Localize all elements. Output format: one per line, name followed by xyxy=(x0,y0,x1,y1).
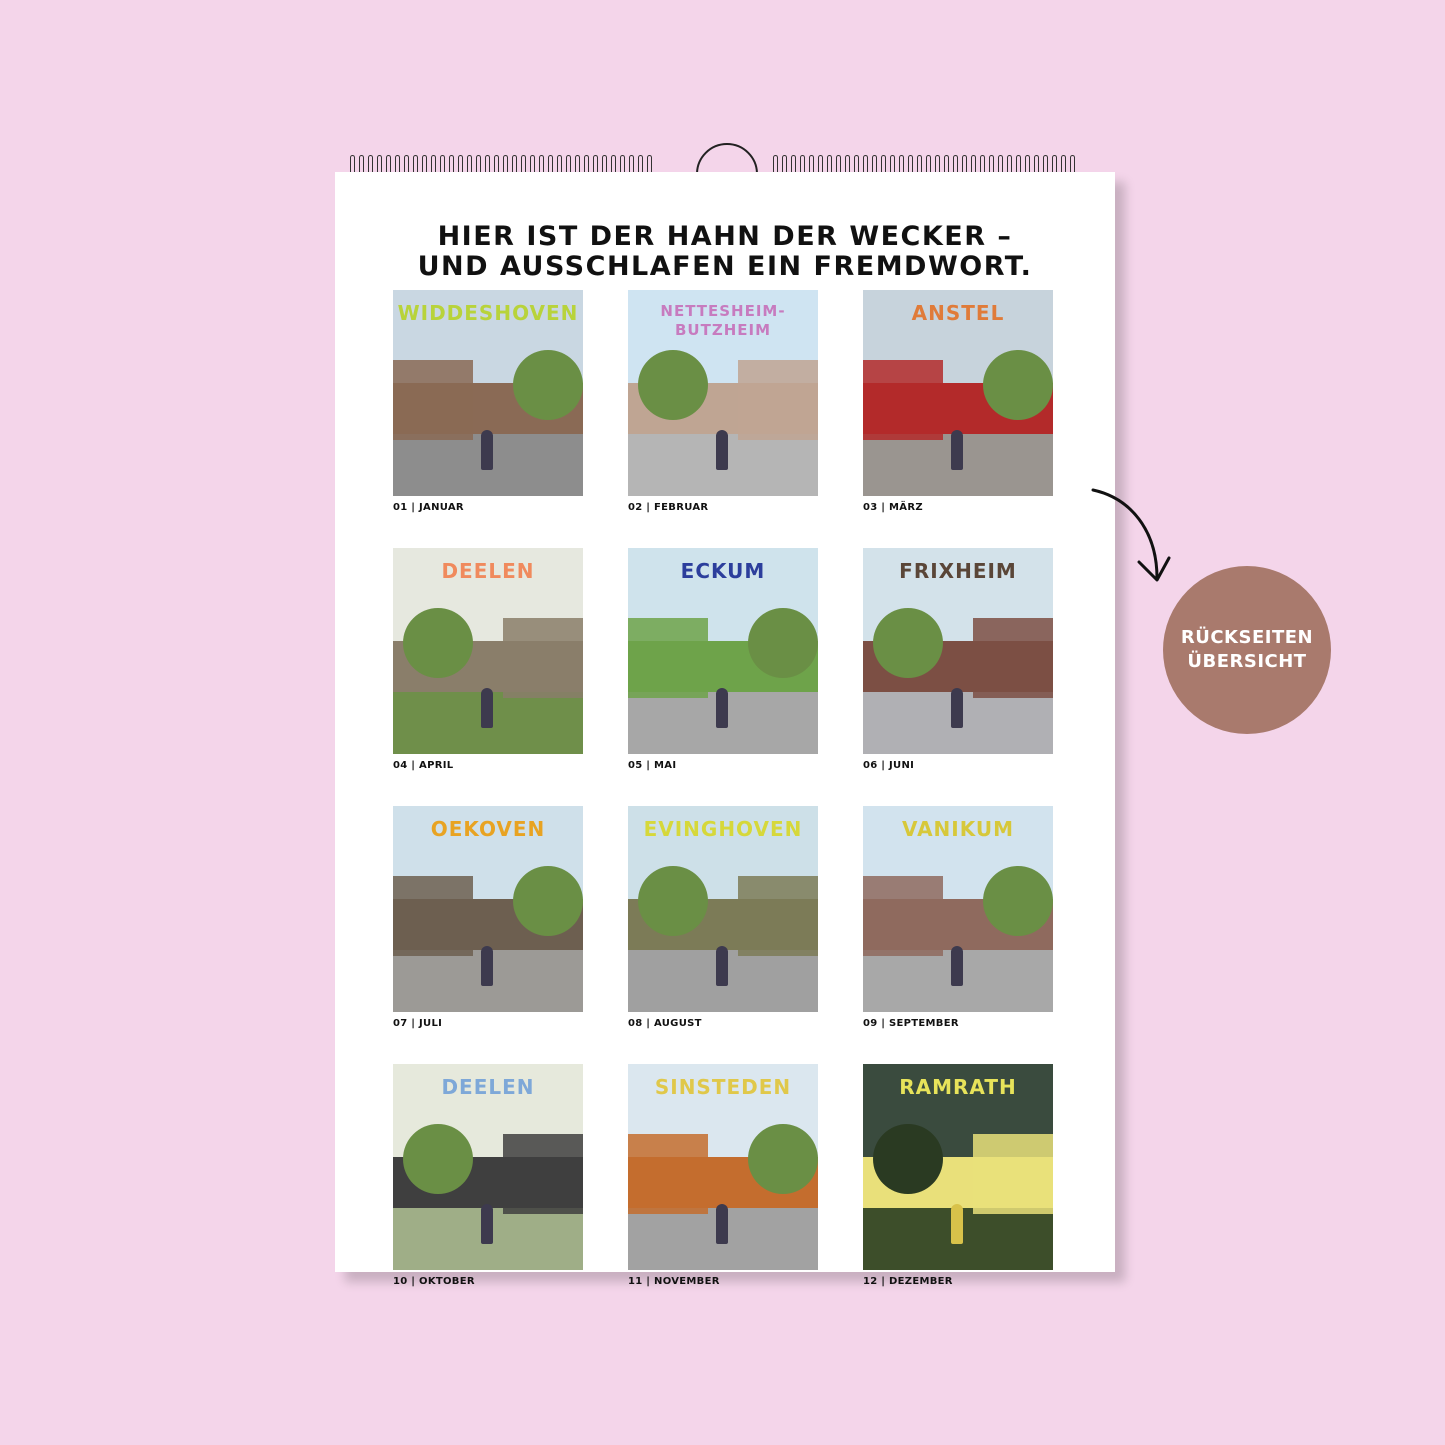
headline xyxy=(335,222,1115,282)
illustration-person xyxy=(481,946,493,986)
illustration-person xyxy=(716,946,728,986)
illustration-building xyxy=(973,1134,1053,1214)
curved-arrow-icon xyxy=(1085,480,1175,590)
place-name: ANSTEL xyxy=(911,301,1005,325)
illustration-tree xyxy=(748,1124,818,1194)
illustration-person xyxy=(481,1204,493,1244)
illustration-person xyxy=(716,1204,728,1244)
backside-overview-badge[interactable] xyxy=(1163,566,1331,734)
illustration-person xyxy=(716,688,728,728)
month-caption: 11 | NOVEMBER xyxy=(628,1276,720,1287)
month-tile xyxy=(628,548,818,771)
month-tile xyxy=(393,806,583,1029)
month-tile xyxy=(863,548,1053,771)
place-name: RAMRATH xyxy=(899,1075,1017,1099)
place-name: ECKUM xyxy=(680,559,766,583)
month-illustration xyxy=(393,806,583,1012)
illustration-building xyxy=(973,618,1053,698)
month-illustration xyxy=(628,1064,818,1270)
month-tile xyxy=(863,290,1053,513)
month-caption: 01 | JANUAR xyxy=(393,502,464,513)
month-tile xyxy=(628,1064,818,1287)
month-tile xyxy=(863,1064,1053,1287)
month-illustration xyxy=(863,290,1053,496)
month-caption: 09 | SEPTEMBER xyxy=(863,1018,959,1029)
illustration-person xyxy=(481,430,493,470)
month-illustration xyxy=(393,290,583,496)
month-caption: 06 | JUNI xyxy=(863,760,915,771)
month-illustration xyxy=(393,548,583,754)
illustration-person xyxy=(481,688,493,728)
month-caption: 05 | MAI xyxy=(628,760,677,771)
illustration-building xyxy=(393,876,473,956)
month-illustration xyxy=(863,806,1053,1012)
illustration-person xyxy=(951,946,963,986)
calendar-back-page xyxy=(335,172,1115,1287)
illustration-building xyxy=(738,876,818,956)
month-illustration xyxy=(393,1064,583,1270)
illustration-person xyxy=(951,688,963,728)
place-name: DEELEN xyxy=(441,559,535,583)
illustration-tree xyxy=(638,866,708,936)
illustration-building xyxy=(503,618,583,698)
badge-line-1: RÜCKSEITEN xyxy=(1180,627,1314,648)
place-name: OEKOVEN xyxy=(430,817,546,841)
illustration-building xyxy=(628,1134,708,1214)
place-name: FRIXHEIM xyxy=(899,559,1017,583)
month-caption: 08 | AUGUST xyxy=(628,1018,702,1029)
place-name: EVINGHOVEN xyxy=(643,817,803,841)
month-caption: 04 | APRIL xyxy=(393,760,454,771)
month-caption: 12 | DEZEMBER xyxy=(863,1276,953,1287)
illustration-person xyxy=(951,1204,963,1244)
month-tile xyxy=(628,806,818,1029)
illustration-person xyxy=(951,430,963,470)
badge-line-2: ÜBERSICHT xyxy=(1187,651,1307,672)
month-grid xyxy=(393,290,1053,1287)
illustration-building xyxy=(738,360,818,440)
place-name: VANIKUM xyxy=(901,817,1015,841)
headline-line-2: UND AUSSCHLAFEN EIN FREMDWORT. xyxy=(417,251,1033,282)
month-illustration xyxy=(628,290,818,496)
month-caption: 10 | OKTOBER xyxy=(393,1276,475,1287)
place-name: SINSTEDEN xyxy=(654,1075,792,1099)
illustration-building xyxy=(628,618,708,698)
month-illustration xyxy=(863,548,1053,754)
illustration-person xyxy=(716,430,728,470)
illustration-building xyxy=(863,876,943,956)
month-caption: 03 | MÄRZ xyxy=(863,502,923,513)
month-tile xyxy=(863,806,1053,1029)
place-name: NETTESHEIM-BUTZHEIM xyxy=(660,302,786,339)
month-illustration xyxy=(863,1064,1053,1270)
illustration-tree xyxy=(513,866,583,936)
place-name: DEELEN xyxy=(441,1075,535,1099)
month-illustration xyxy=(628,806,818,1012)
month-tile xyxy=(393,1064,583,1287)
illustration-tree xyxy=(403,1124,473,1194)
illustration-tree xyxy=(983,350,1053,420)
illustration-tree xyxy=(638,350,708,420)
month-tile xyxy=(628,290,818,513)
illustration-building xyxy=(393,360,473,440)
illustration-tree xyxy=(983,866,1053,936)
illustration-tree xyxy=(873,608,943,678)
month-tile xyxy=(393,290,583,513)
month-tile xyxy=(393,548,583,771)
illustration-tree xyxy=(403,608,473,678)
illustration-tree xyxy=(748,608,818,678)
place-name: WIDDESHOVEN xyxy=(397,301,579,325)
illustration-tree xyxy=(513,350,583,420)
headline-line-1: HIER IST DER HAHN DER WECKER – xyxy=(437,221,1013,252)
month-caption: 02 | FEBRUAR xyxy=(628,502,709,513)
illustration-building xyxy=(863,360,943,440)
month-caption: 07 | JULI xyxy=(393,1018,443,1029)
illustration-tree xyxy=(873,1124,943,1194)
month-illustration xyxy=(628,548,818,754)
illustration-building xyxy=(503,1134,583,1214)
